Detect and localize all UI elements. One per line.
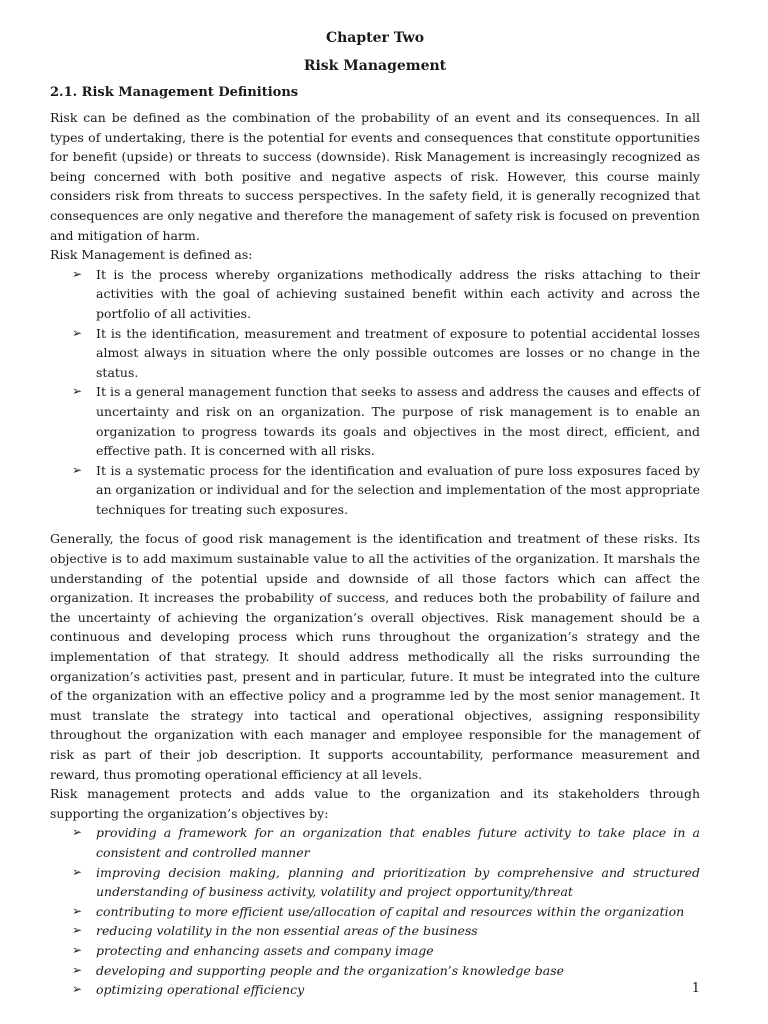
section-heading: 2.1. Risk Management Definitions: [50, 85, 299, 100]
chapter-title: Chapter Two: [325, 30, 425, 46]
arrowhead-bullet-icon: ➢: [72, 266, 83, 281]
definition-list: [50, 265, 700, 520]
general-paragraph: Generally, the focus of good risk management is the identification and treatment of these risks. Its objective is to add maximum sustainable value to all the activities of the organization. It marshals the understanding of the potential upside and downside of all those factors which can affect the organization. It increases the probability of success, and reduces both the probability of failure and the uncertainty of achieving the organization’s overall objectives. Risk management should be a continuous and developing process which runs throughout the organization’s strategy and the implementation of that strategy. It should address methodically all the risks surrounding the organization’s activities past, present and in particular, future. It must be integrated into the culture of the organization with an effective policy and a programme led by the most senior management. It must translate the strategy into tactical and operational objectives, assigning responsibility throughout the organization with each manager and employee responsible for the management of risk as part of their job description. It supports accountability, performance measurement and reward, thus promoting operational efficiency at all levels.: [50, 531, 700, 782]
arrowhead-bullet-icon: ➢: [72, 384, 83, 399]
arrowhead-bullet-icon: ➢: [72, 923, 83, 938]
chapter-subtitle: Risk Management: [303, 58, 447, 74]
value-list: [50, 823, 700, 999]
list-item: ➢ contributing to more efficient use/allocation of capital and resources within the organization: [50, 902, 700, 922]
arrowhead-bullet-icon: ➢: [72, 864, 83, 879]
arrowhead-bullet-icon: ➢: [72, 962, 83, 977]
list-item: ➢ It is the process whereby organizations methodically address the risks attaching to their activities with the goal of achieving sustained benefit within each activity and across the portfolio of all activities.: [72, 266, 700, 321]
list-item: ➢ It is a general management function that seeks to assess and address the causes and effects of uncertainty and risk on an organization. The purpose of risk management is to enable an organization to progress towards its goals and objectives in the most direct, efficient, and effective path. It is concerned with all risks.: [72, 384, 700, 459]
list-item: ➢ reducing volatility in the non essential areas of the business: [50, 921, 700, 941]
list-item: ➢ It is the identification, measurement and treatment of exposure to potential accidental losses almost always in situation where the only possible outcomes are losses or no change in the status.: [72, 325, 700, 380]
document-body: [50, 108, 700, 1000]
arrowhead-bullet-icon: ➢: [72, 462, 83, 477]
arrowhead-bullet-icon: ➢: [72, 982, 83, 997]
arrowhead-bullet-icon: ➢: [72, 825, 83, 840]
definition-lead: Risk Management is defined as:: [50, 247, 253, 263]
list-item: ➢ improving decision making, planning and prioritization by comprehensive and structured understanding of business activity, volatility and project opportunity/threat: [72, 864, 700, 900]
arrowhead-bullet-icon: ➢: [72, 942, 83, 957]
list-item: ➢ It is a systematic process for the identification and evaluation of pure loss exposures faced by an organization or individual and for the selection and implementation of the most appropriate techniques for treating such exposures.: [72, 462, 700, 517]
arrowhead-bullet-icon: ➢: [72, 903, 83, 918]
page-number: 1: [691, 981, 700, 996]
list-item: ➢ providing a framework for an organization that enables future activity to take place in a consistent and controlled manner: [72, 825, 700, 860]
list-item: ➢ optimizing operational efficiency: [50, 980, 700, 1000]
list-item: ➢ protecting and enhancing assets and company image: [50, 941, 700, 961]
list-item: ➢ developing and supporting people and the organization’s knowledge base: [50, 961, 700, 981]
intro-paragraph: Risk can be defined as the combination of the probability of an event and its consequences. In all types of undertaking, there is the potential for events and consequences that constitute opportunities for benefit (upside) or threats to success (downside). Risk Management is increasingly recognized as being concerned with both positive and negative aspects of risk. However, this course mainly considers risk from threats to success perspectives. In the safety field, it is generally recognized that consequences are only negative and therefore the management of safety risk is focused on prevention and mitigation of harm.: [50, 110, 700, 243]
arrowhead-bullet-icon: ➢: [72, 325, 83, 340]
value-lead: Risk management protects and adds value to the organization and its stakeholders through supporting the organization’s objectives by:: [50, 786, 700, 821]
